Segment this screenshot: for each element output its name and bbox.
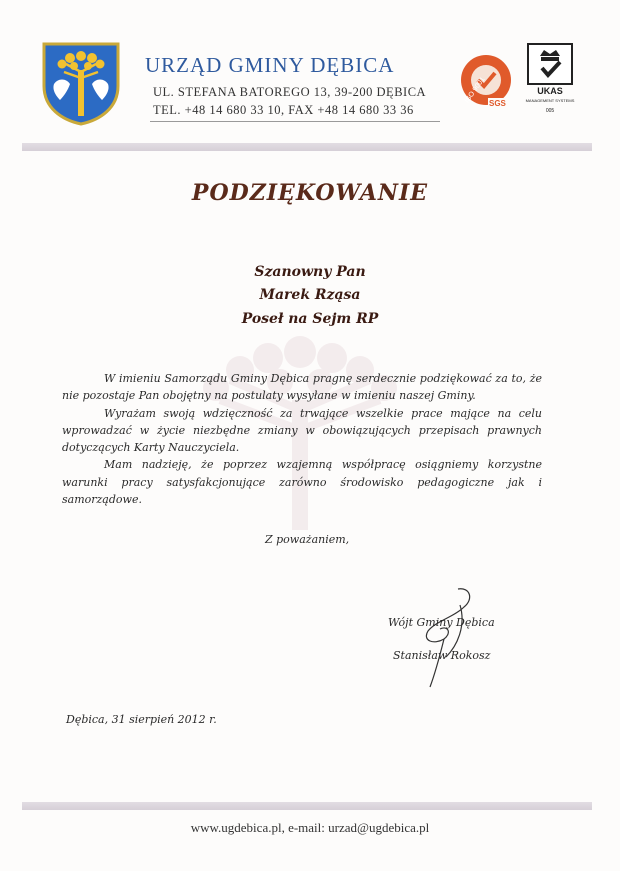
letter-date: Dębica, 31 sierpień 2012 r.	[66, 713, 217, 726]
recipient-salutation: Szanowny Pan	[254, 264, 366, 280]
signatory-title: Wójt Gminy Dębica	[388, 616, 495, 629]
body-paragraph: Mam nadzieję, że poprzez wzajemną współpracę osiągniemy korzystne warunki pracy satysfakcjonujące zarówno środowisko pedagogiczne jak i samorządowe.	[62, 458, 542, 507]
letter-title: PODZIĘKOWANIE	[191, 180, 429, 206]
ukas-badge-subtext: MANAGEMENT SYSTEMS	[525, 98, 575, 103]
footer-band	[22, 802, 592, 810]
header-band	[22, 143, 592, 151]
closing-phrase: Z poważaniem,	[265, 533, 350, 546]
iso-certification-badge	[458, 52, 514, 110]
ukas-certification-badge	[522, 42, 578, 116]
org-phone: TEL. +48 14 680 33 10, FAX +48 14 680 33 36	[153, 103, 414, 117]
signatory-name: Stanisław Rokosz	[393, 649, 491, 662]
org-name: URZĄD GMINY DĘBICA	[145, 53, 395, 77]
org-address: UL. STEFANA BATOREGO 13, 39-200 DĘBICA	[153, 85, 427, 99]
handwritten-signature	[400, 585, 490, 690]
recipient-position: Poseł na Sejm RP	[241, 311, 379, 327]
body-paragraph: Wyrażam swoją wdzięczność za trwające wszelkie prace mające na celu wprowadzać w życie niezbędne zmiany w obowiązujących przepisach prawnych dotyczących Karty Nauczyciela.	[62, 406, 542, 455]
header-divider	[150, 121, 440, 122]
ukas-badge-text: UKAS	[537, 86, 563, 96]
sgs-badge-text: SGS	[489, 99, 506, 108]
footer-contact: www.ugdebica.pl, e-mail: urzad@ugdebica.pl	[190, 820, 430, 835]
ukas-badge-number: 005	[545, 108, 555, 114]
body-paragraph: W imieniu Samorządu Gminy Dębica pragnę serdecznie podziękować za to, że nie pozostaje Pan obojętny na postulaty wysyłane w imieniu naszej Gminy.	[62, 372, 542, 403]
coat-of-arms-icon	[40, 40, 122, 126]
letter-body	[62, 370, 542, 508]
iso-badge-text: ISO 9001	[463, 76, 487, 105]
recipient-name: Marek Rząsa	[259, 287, 361, 303]
